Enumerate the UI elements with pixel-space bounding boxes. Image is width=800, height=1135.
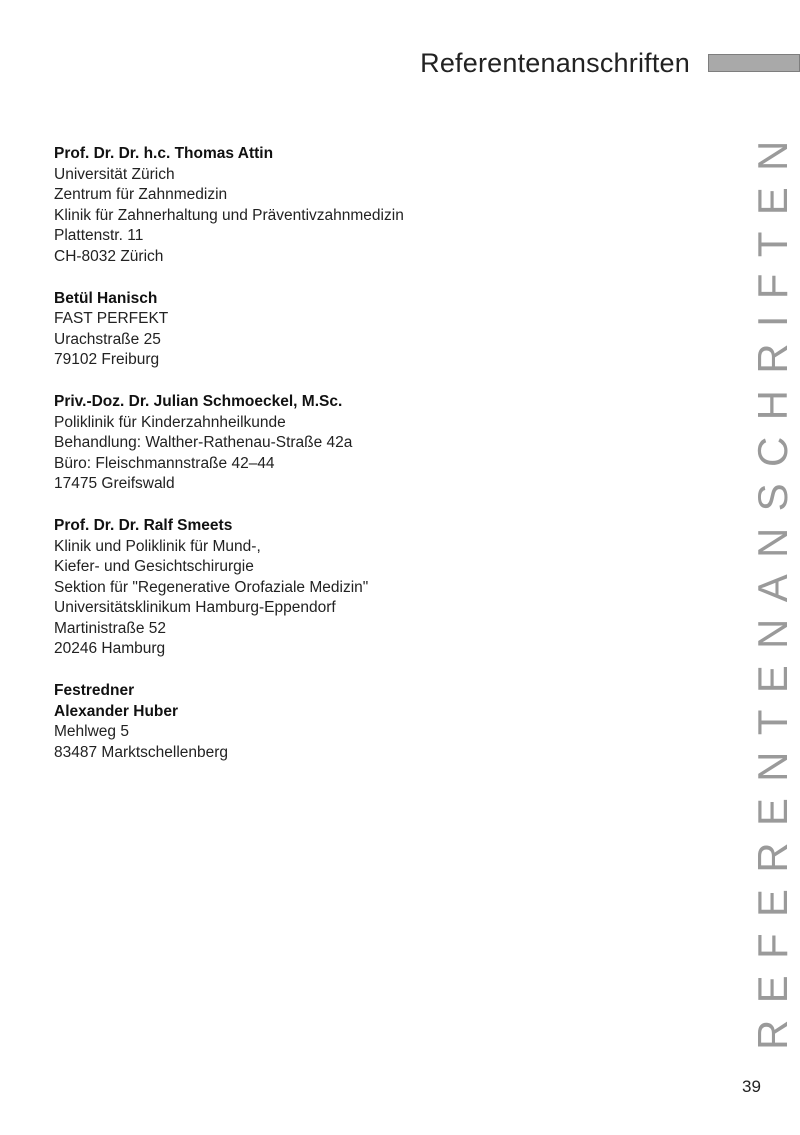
address-line: Mehlweg 5 bbox=[54, 723, 129, 741]
address-line: Klinik für Zahnerhaltung und Präventivzahnmedizin bbox=[54, 206, 404, 224]
header-bar-decoration bbox=[708, 54, 800, 72]
speaker-role: Festredner bbox=[54, 682, 135, 700]
address-line: CH-8032 Zürich bbox=[54, 247, 164, 265]
address-line: Poliklinik für Kinderzahnheilkunde bbox=[54, 413, 286, 431]
page-title: Referentenanschriften bbox=[420, 48, 690, 78]
speaker-address-list bbox=[54, 144, 674, 784]
address-line: Urachstraße 25 bbox=[54, 330, 161, 348]
speaker-name: Betül Hanisch bbox=[54, 289, 158, 307]
address-entry bbox=[54, 144, 674, 268]
speaker-name: Prof. Dr. Dr. h.c. Thomas Attin bbox=[54, 145, 274, 162]
address-line: Behandlung: Walther-Rathenau-Straße 42a bbox=[54, 434, 353, 452]
address-line: Sektion für "Regenerative Orofaziale Medizin" bbox=[54, 578, 369, 596]
address-line: Plattenstr. 11 bbox=[54, 227, 144, 245]
page-number: 39 bbox=[742, 1077, 761, 1096]
address-line: Universität Zürich bbox=[54, 165, 175, 183]
address-line: Zentrum für Zahnmedizin bbox=[54, 186, 228, 204]
speaker-name: Priv.-Doz. Dr. Julian Schmoeckel, M.Sc. bbox=[54, 392, 343, 410]
address-line: 20246 Hamburg bbox=[54, 640, 166, 658]
vertical-section-title: REFERENTENANSCHRIFTEN bbox=[749, 124, 796, 1050]
address-line: 79102 Freiburg bbox=[54, 351, 160, 369]
address-line: 17475 Greifswald bbox=[54, 475, 175, 493]
address-line: Kiefer- und Gesichtschirurgie bbox=[54, 558, 254, 576]
address-line: Klinik und Poliklinik für Mund-, bbox=[54, 537, 261, 555]
address-line: Büro: Fleischmannstraße 42–44 bbox=[54, 454, 275, 472]
speaker-name: Prof. Dr. Dr. Ralf Smeets bbox=[54, 516, 233, 534]
address-line: FAST PERFEKT bbox=[54, 310, 169, 328]
address-entry bbox=[54, 392, 674, 495]
address-line: Martinistraße 52 bbox=[54, 619, 166, 637]
address-entry bbox=[54, 681, 674, 763]
address-entry bbox=[54, 516, 674, 660]
address-line: 83487 Marktschellenberg bbox=[54, 743, 229, 761]
address-entry bbox=[54, 289, 674, 371]
address-line: Universitätsklinikum Hamburg-Eppendorf bbox=[54, 599, 336, 617]
speaker-name: Alexander Huber bbox=[54, 702, 179, 720]
